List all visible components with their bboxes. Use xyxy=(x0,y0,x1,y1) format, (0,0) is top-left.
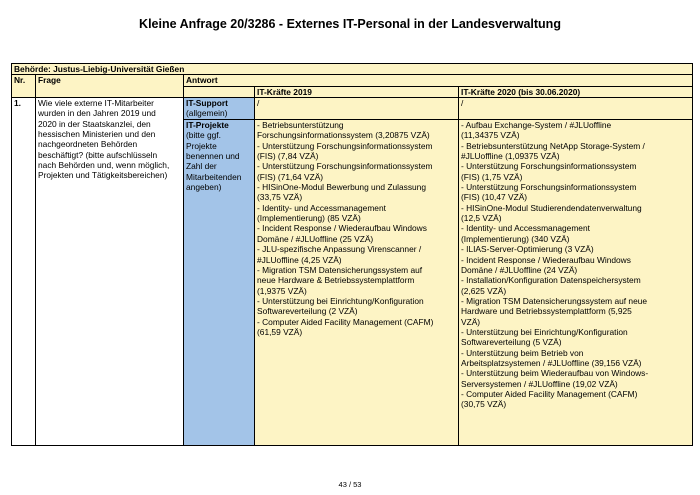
it-projekte-2020-line: VZÄ) xyxy=(461,316,481,327)
it-projekte-2019-line: - Migration TSM Datensicherungssystem auf xyxy=(257,264,423,275)
it-projekte-2020-line: (11,34375 VZÄ) xyxy=(461,130,520,141)
it-projekte-2019-line: - JLU-spezifische Anpassung Virenscanner / xyxy=(257,244,422,255)
it-support-label xyxy=(184,98,255,120)
it-projekte-2020-line: - Unterstützung Forschungsinformationssystem xyxy=(461,182,637,193)
it-projekte-2020-line: - Unterstützung Forschungsinformationssystem xyxy=(461,161,637,172)
it-projekte-2020-line: (FIS) (10,47 VZÄ) xyxy=(461,192,528,203)
question-line: Wie viele externe IT-Mitarbeiter xyxy=(38,98,154,109)
it-projekte-2020-line: - Betriebsunterstützung NetApp Storage-System / xyxy=(461,140,645,151)
it-projekte-2020-line: - Unterstützung beim Betrieb von xyxy=(461,347,584,358)
it-projekte-2019-line: Domäne / #JLUoffline (25 VZÄ) xyxy=(257,233,374,244)
header-frage: Frage xyxy=(36,75,184,98)
it-projekte-subtitle-line: benennen und xyxy=(186,151,240,162)
it-projekte-2020-line: (FIS) (1,75 VZÄ) xyxy=(461,171,523,182)
it-support-value-2019: / xyxy=(255,98,459,120)
question-line: nachgeordneten Behörden xyxy=(38,139,138,150)
it-projekte-2019-line: - HISinOne-Modul Bewerbung und Zulassung xyxy=(257,182,426,193)
it-projekte-2020-line: - Unterstützung beim Wiederaufbau von Windows- xyxy=(461,368,649,379)
it-projekte-2019-line: - Betriebsunterstützung xyxy=(257,120,344,131)
it-projekte-2020-line: - Unterstützung bei Einrichtung/Konfiguration xyxy=(461,326,628,337)
it-projekte-2020-cell xyxy=(459,120,693,446)
it-projekte-2019-line: (FIS) (7,84 VZÄ) xyxy=(257,151,319,162)
header-it-kraefte-2019: IT-Kräfte 2019 xyxy=(255,86,459,97)
it-projekte-2020-line: - Aufbau Exchange-System / #JLUoffline xyxy=(461,120,612,131)
it-support-subtitle: (allgemein) xyxy=(186,108,228,119)
it-projekte-2020-line: - Migration TSM Datensicherungssystem auf neue xyxy=(461,295,648,306)
it-projekte-2020-line: - Computer Aided Facility Management (CAFM) xyxy=(461,388,638,399)
it-projekte-2019-line: (1,9375 VZÄ) xyxy=(257,285,307,296)
header-nr: Nr. xyxy=(12,75,36,98)
it-projekte-2020-line: (12,5 VZÄ) xyxy=(461,213,502,224)
it-projekte-2020-line: Hardware und Betriebssystemplattform (5,925 xyxy=(461,306,632,317)
it-projekte-2020-line: - HISinOne-Modul Studierendendatenverwaltung xyxy=(461,202,642,213)
it-projekte-2019-line: (FIS) (71,64 VZÄ) xyxy=(257,171,324,182)
authority-label: Behörde: Justus-Liebig-Universität Gießen xyxy=(12,64,693,75)
it-projekte-2020-line: Softwareverteilung (5 VZÄ) xyxy=(461,337,562,348)
row-number: 1. xyxy=(12,98,36,446)
it-projekte-2019-line: neue Hardware & Betriebssystemplattform xyxy=(257,275,415,286)
it-projekte-subtitle-line: Projekte xyxy=(186,140,217,151)
it-projekte-2019-line: Forschungsinformationssystem (3,20875 VZÄ) xyxy=(257,130,430,141)
it-projekte-2019-cell xyxy=(255,120,459,446)
it-projekte-2019-line: Softwareverteilung (2 VZÄ) xyxy=(257,306,358,317)
it-projekte-2020-line: (2,625 VZÄ) xyxy=(461,285,507,296)
it-projekte-2020-line: #JLUoffline (1,09375 VZÄ) xyxy=(461,151,560,162)
it-support-value-2020: / xyxy=(459,98,693,120)
header-antwort: Antwort xyxy=(184,75,693,86)
it-projekte-subtitle-line: Mitarbeitenden xyxy=(186,171,242,182)
answer-table xyxy=(11,63,693,446)
question-line: Projekten und Tätigkeitsbereichen) xyxy=(38,170,168,181)
it-projekte-2020-line: - Identity- und Accessmanagement xyxy=(461,223,590,234)
it-projekte-2019-line: - Unterstützung bei Einrichtung/Konfiguration xyxy=(257,295,424,306)
it-projekte-label xyxy=(184,120,255,446)
it-projekte-2019-line: - Unterstützung Forschungsinformationssystem xyxy=(257,161,433,172)
question-line: wurden in den Jahren 2019 und xyxy=(38,108,156,119)
it-projekte-2020-line: (Implementierung) (340 VZÄ) xyxy=(461,233,570,244)
it-projekte-2020-line: Arbeitsplatzsystemen / #JLUoffline (39,156 VZÄ) xyxy=(461,357,642,368)
it-projekte-2020-line: - Installation/Konfiguration Datenspeichersystem xyxy=(461,275,641,286)
it-projekte-subtitle-line: angeben) xyxy=(186,182,222,193)
it-support-title: IT-Support xyxy=(186,98,228,109)
question-line: nach Behörden und, wenn möglich, xyxy=(38,160,170,171)
question-line: hessischen Ministerien und den xyxy=(38,129,156,140)
it-projekte-2020-line: Serversystemen / #JLUoffline (19,02 VZÄ) xyxy=(461,378,618,389)
header-blank xyxy=(184,86,255,97)
it-projekte-2020-line: (30,75 VZÄ) xyxy=(461,399,507,410)
page-number: 43 / 53 xyxy=(338,480,362,489)
it-projekte-title: IT-Projekte xyxy=(186,120,229,131)
it-projekte-2020-line: - Incident Response / Wiederaufbau Windows xyxy=(461,254,631,265)
it-projekte-2019-line: - Computer Aided Facility Management (CAFM) xyxy=(257,316,434,327)
it-projekte-2019-line: (61,59 VZÄ) xyxy=(257,326,303,337)
it-projekte-subtitle-line: Zahl der xyxy=(186,161,217,172)
it-projekte-2019-line: #JLUoffline (4,25 VZÄ) xyxy=(257,254,342,265)
it-projekte-subtitle-line: (bitte ggf. xyxy=(186,130,221,141)
question-line: beschäftigt? (bitte aufschlüsseln xyxy=(38,149,158,160)
question-line: 2020 in der Staatskanzlei, den xyxy=(38,118,151,129)
it-projekte-2019-line: - Identity- und Accessmanagement xyxy=(257,202,386,213)
header-it-kraefte-2020: IT-Kräfte 2020 (bis 30.06.2020) xyxy=(459,86,693,97)
it-projekte-2020-line: Domäne / #JLUoffline (24 VZÄ) xyxy=(461,264,578,275)
it-projekte-2019-line: (33,75 VZÄ) xyxy=(257,192,303,203)
it-projekte-2020-line: - ILIAS-Server-Optimierung (3 VZÄ) xyxy=(461,244,594,255)
it-projekte-2019-line: - Unterstützung Forschungsinformationssystem xyxy=(257,140,433,151)
question-cell xyxy=(36,98,184,446)
document-title: Kleine Anfrage 20/3286 - Externes IT-Personal in der Landesverwaltung xyxy=(139,17,561,31)
it-projekte-2019-line: (Implementierung) (85 VZÄ) xyxy=(257,213,361,224)
it-projekte-2019-line: - Incident Response / Wiederaufbau Windows xyxy=(257,223,427,234)
